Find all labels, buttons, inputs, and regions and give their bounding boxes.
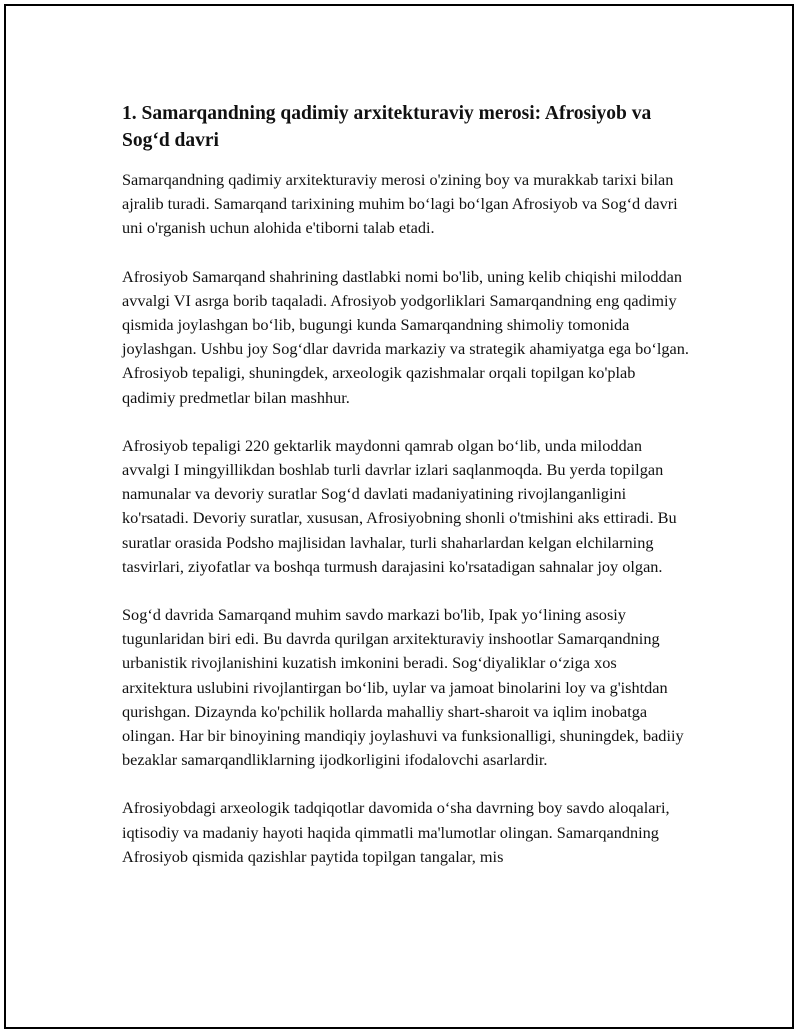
paragraph-archaeology: Afrosiyobdagi arxeologik tadqiqotlar davomida o‘sha davrning boy savdo aloqalari, iqtisodiy va madaniy hayoti haqida qimmatli ma'lumotlar olingan. Samarqandning Afrosiyob qismida qazishlar paytida topilgan tangalar, mis	[122, 798, 670, 866]
paragraph-afrosiyob-hill: Afrosiyob tepaligi 220 gektarlik maydonni qamrab olgan bo‘lib, unda miloddan avvalgi I mingyillikdan boshlab turli davrlar izlari saqlanmoqda. Bu yerda topilgan namunalar va devoriy suratlar Sog‘d davlati madaniyatining rivojlanganligini ko'rsatadi. Devoriy suratlar, xususan, Afrosiyobning shonli o'tmishini aks ettiradi. Bu suratlar orasida Podsho majlisidan lavhalar, turli shaharlardan kelgan elchilarning tasvirlari, ziyofatlar va boshqa turmush darajasini ko'rsatadigan sahnalar joy olgan.	[122, 435, 677, 576]
paragraph-afrosiyob-origin: Afrosiyob Samarqand shahrining dastlabki nomi bo'lib, uning kelib chiqishi miloddan avvalgi VI asrga borib taqaladi. Afrosiyob yodgorliklari Samarqandning eng qadimiy qismida joylashgan bo‘lib, bugungi kunda Samarqandning shimoliy tomonida joylashgan. Ushbu joy Sog‘dlar davrida markaziy va strategik ahamiyatga ega bo‘lgan. Afrosiyob tepaligi, shuningdek, arxeologik qazishmalar orqali topilgan ko'plab qadimiy predmetlar bilan mashhur.	[122, 266, 689, 407]
document-body	[122, 100, 690, 869]
page-frame	[4, 4, 794, 1029]
section-heading: 1. Samarqandning qadimiy arxitekturaviy merosi: Afrosiyob va Sog‘d davri	[122, 103, 652, 151]
paragraph-sogd-period: Sog‘d davrida Samarqand muhim savdo markazi bo'lib, Ipak yo‘lining asosiy tugunlaridan biri edi. Bu davrda qurilgan arxitekturaviy inshootlar Samarqandning urbanistik rivojlanishini kuzatish imkonini beradi. Sog‘diyaliklar o‘ziga xos arxitektura uslubini rivojlantirgan bo‘lib, uylar va jamoat binolarini loy va g'ishtdan qurishgan. Dizaynda ko'pchilik hollarda mahalliy shart-sharoit va iqlim inobatga olingan. Har bir binoyining mandiqiy joylashuvi va funksionalligi, shuningdek, badiiy bezaklar samarqandliklarning ijodkorligini ifodalovchi asarlardir.	[122, 605, 684, 770]
paragraph-intro: Samarqandning qadimiy arxitekturaviy merosi o'zining boy va murakkab tarixi bilan ajralib turadi. Samarqand tarixining muhim bo‘lagi bo‘lgan Afrosiyob va Sog‘d davri uni o'rganish uchun alohida e'tiborni talab etadi.	[122, 170, 678, 238]
